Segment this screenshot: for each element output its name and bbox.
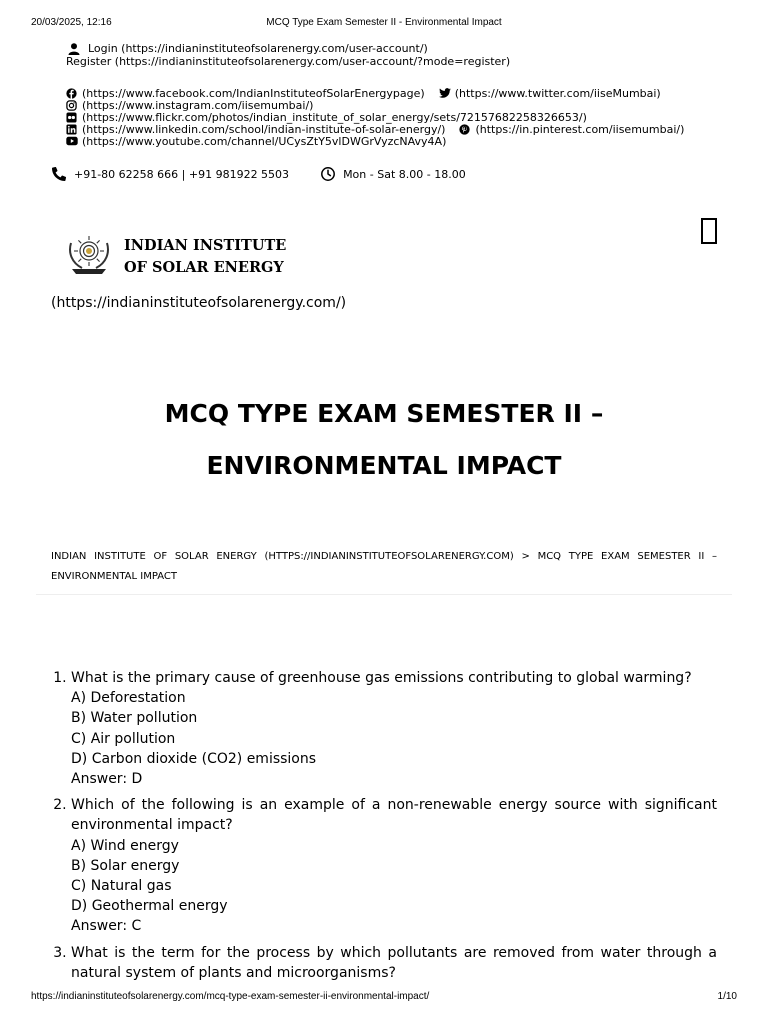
linkedin-icon: [66, 124, 78, 136]
question-list: [51, 668, 717, 989]
option: B) Solar energy: [71, 857, 180, 874]
print-header: [31, 17, 737, 31]
user-icon: [68, 43, 80, 55]
list-item: [71, 943, 717, 983]
facebook-icon: [66, 88, 78, 100]
pinterest-link[interactable]: (https://in.pinterest.com/iisemumbai/): [475, 123, 685, 136]
breadcrumb-separator: >: [521, 551, 530, 562]
youtube-link[interactable]: (https://www.youtube.com/channel/UCysZtY5vlDWGrVyzcNAvy4A): [82, 135, 447, 148]
logo-emblem-icon: [66, 233, 112, 281]
list-item: [71, 668, 717, 789]
option: D) Carbon dioxide (CO2) emissions: [71, 750, 317, 767]
login-link[interactable]: Login (https://indianinstituteofsolarenergy.com/user-account/): [88, 42, 428, 55]
option: C) Natural gas: [71, 878, 172, 895]
home-link[interactable]: (https://indianinstituteofsolarenergy.com/): [51, 295, 347, 311]
divider: [36, 594, 732, 595]
print-page-number: 1/10: [717, 991, 737, 1002]
option: A) Wind energy: [71, 837, 179, 854]
menu-toggle-icon[interactable]: [701, 218, 717, 244]
breadcrumb-home-link[interactable]: INDIAN INSTITUTE OF SOLAR ENERGY (HTTPS://INDIANINSTITUTEOFSOLARENERGY.COM): [51, 551, 514, 562]
list-item: [71, 795, 717, 936]
linkedin-link[interactable]: (https://www.linkedin.com/school/indian-institute-of-solar-energy/): [82, 123, 446, 136]
option: D) Geothermal energy: [71, 898, 228, 915]
logo-line-2: OF SOLAR ENERGY: [124, 259, 284, 276]
breadcrumb-current: MCQ TYPE EXAM SEMESTER II – ENVIRONMENTAL IMPACT: [51, 551, 718, 582]
facebook-link[interactable]: (https://www.facebook.com/IndianInstituteofSolarEnergypage): [82, 87, 425, 100]
register-link[interactable]: Register (https://indianinstituteofsolarenergy.com/user-account/?mode=register): [66, 55, 511, 68]
phone-icon: [52, 167, 66, 181]
question-text: 1. What is the primary cause of greenhouse gas emissions contributing to global warming?: [71, 670, 692, 686]
clock-icon: [321, 167, 335, 181]
print-datetime: 20/03/2025, 12:16: [31, 17, 112, 28]
phone-numbers[interactable]: +91-80 62258 666 | +91 981922 5503: [74, 167, 290, 181]
flickr-link[interactable]: (https://www.flickr.com/photos/indian_institute_of_solar_energy/sets/72157682258326653/): [82, 111, 587, 124]
page-title: [60, 388, 708, 492]
option: C) Air pollution: [71, 730, 176, 747]
logo-text: [124, 235, 286, 279]
answer: Answer: D: [71, 771, 143, 788]
print-doc-title: MCQ Type Exam Semester II - Environmental Impact: [266, 17, 502, 28]
account-links: [66, 42, 510, 68]
social-links: [66, 88, 684, 148]
pinterest-icon: [459, 124, 471, 136]
youtube-icon: [66, 136, 78, 148]
print-footer: [31, 991, 737, 1005]
twitter-icon: [439, 88, 451, 100]
flickr-icon: [66, 112, 78, 124]
question-text: 2. Which of the following is an example of a non-renewable energy source with significant environmental impact?: [71, 797, 717, 834]
instagram-link[interactable]: (https://www.instagram.com/iisemumbai/): [82, 99, 314, 112]
twitter-link[interactable]: (https://www.twitter.com/iiseMumbai): [454, 87, 661, 100]
site-logo[interactable]: [66, 233, 286, 281]
breadcrumb: [51, 547, 717, 587]
option: A) Deforestation: [71, 690, 186, 707]
page-title-line-1: MCQ TYPE EXAM SEMESTER II –: [164, 399, 604, 428]
print-url: https://indianinstituteofsolarenergy.com/mcq-type-exam-semester-ii-environmental-impact/: [31, 991, 430, 1002]
question-text: 3. What is the term for the process by which pollutants are removed from water through a natural system of plants and microorganisms?: [71, 944, 717, 981]
page-title-line-2: ENVIRONMENTAL IMPACT: [206, 451, 562, 480]
opening-hours: Mon - Sat 8.00 - 18.00: [343, 167, 466, 181]
option: B) Water pollution: [71, 710, 198, 727]
instagram-icon: [66, 100, 78, 112]
logo-line-1: INDIAN INSTITUTE: [124, 237, 287, 254]
answer: Answer: C: [71, 918, 142, 935]
contact-bar: [52, 167, 466, 181]
